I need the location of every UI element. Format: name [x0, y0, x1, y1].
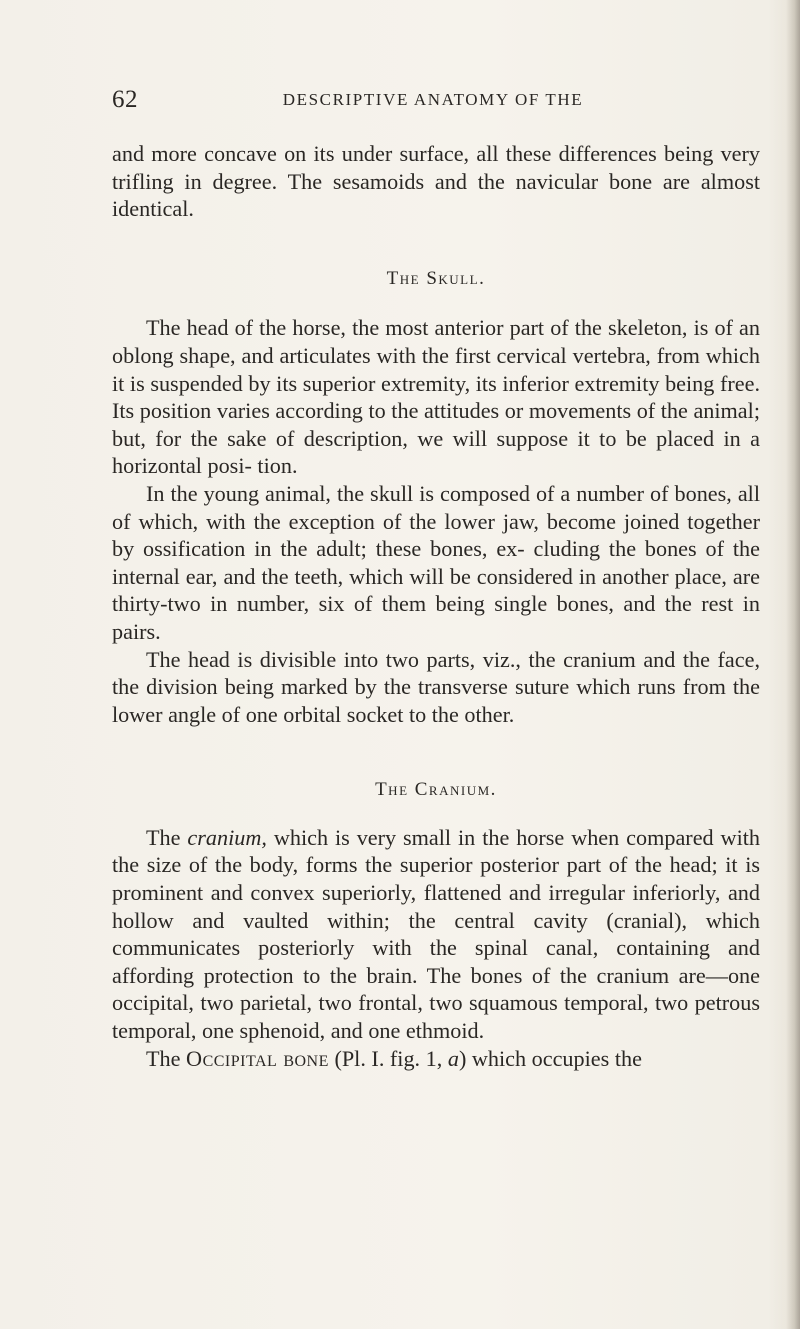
cranium-lead: The: [146, 824, 188, 850]
paragraph-intro: and more concave on its under surface, all these differences being very trifling in degree. The sesamoids and the navicular bone are almost identical.: [112, 141, 760, 222]
paragraph-cranium-1: [112, 824, 760, 1045]
cranium-term: cranium,: [187, 824, 267, 850]
section-heading-cranium: The Cranium.: [375, 779, 497, 801]
page-number: 62: [112, 86, 138, 113]
body-text: [112, 140, 760, 1072]
occipital-term: Occipital bone: [186, 1045, 329, 1071]
paragraph-skull-3: The head is divisible into two parts, viz., the cranium and the face, the division being marked by the transverse suture which runs from the lower angle of one orbital socket to the other.: [112, 646, 760, 727]
paragraph-occipital: [112, 1045, 760, 1073]
occipital-letter: a: [447, 1045, 459, 1071]
page-edge-shadow: [786, 0, 800, 1329]
page-header: [112, 86, 754, 120]
occipital-rest: ) which occupies the: [458, 1045, 642, 1071]
occipital-lead: The: [146, 1045, 187, 1071]
paragraph-skull-2: In the young animal, the skull is composed of a number of bones, all of which, with the exception of the lower jaw, become joined together by ossification in the adult; these bones, ex- cluding the bones of the internal ear, and the teeth, which will be considered in another place, are thirty-two in number, six of them being single bones, and the rest in pairs.: [112, 480, 760, 644]
paragraph-skull-1: The head of the horse, the most anterior part of the skeleton, is of an oblong shape, and articulates with the first cervical vertebra, from which it is suspended by its superior extremity, its inferior extremity being free. Its position varies according to the attitudes or movements of the animal; but, for the sake of description, we will suppose it to be placed in a horizontal posi- tion.: [112, 315, 760, 479]
section-heading-skull: The Skull.: [386, 267, 486, 289]
occipital-ref: (Pl. I. fig. 1,: [328, 1045, 448, 1071]
cranium-rest: which is very small in the horse when compared with the size of the body, forms the superior posterior part of the head; it is prominent and convex superiorly, flattened and irregular inferiorly, and hollow and vaulted within; the central cavity (cranial), which communicates posteriorly with the spinal canal, containing and affording protection to the brain. The bones of the cranium are—one occipital, two parietal, two frontal, two squamous temporal, two petrous temporal, one sphenoid, and one ethmoid.: [112, 824, 760, 1044]
running-head: DESCRIPTIVE ANATOMY OF THE: [282, 90, 584, 109]
